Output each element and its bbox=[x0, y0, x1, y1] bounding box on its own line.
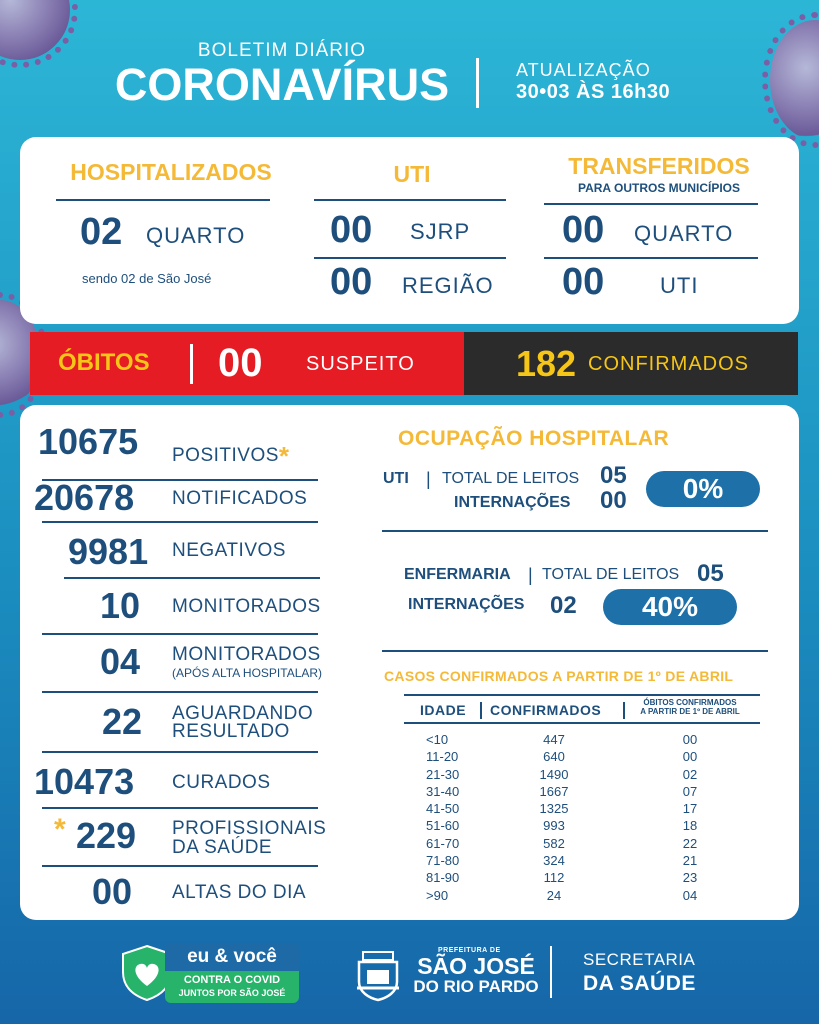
divider bbox=[544, 257, 758, 259]
campaign-badge bbox=[165, 943, 299, 1003]
header-title-block bbox=[106, 40, 458, 108]
ocupacao-uti-intern-label: INTERNAÇÕES bbox=[454, 494, 571, 511]
stat-label bbox=[172, 645, 322, 683]
cell-idade: >90 bbox=[426, 887, 449, 903]
stat-label-text-2: RESULTADO bbox=[172, 721, 290, 742]
ocupacao-uti-total-label: TOTAL DE LEITOS bbox=[442, 470, 580, 487]
stat-monitorados-alta bbox=[20, 641, 350, 699]
obitos-confirmados-count: 182 bbox=[516, 343, 577, 384]
cell-obitos: 00 bbox=[682, 732, 698, 747]
campaign-line1: CONTRA O COVID bbox=[183, 974, 281, 986]
ocupacao-enf-intern-label: INTERNAÇÕES bbox=[408, 596, 525, 613]
cell-obitos: 00 bbox=[682, 749, 698, 765]
transferidos-quarto-label: QUARTO bbox=[634, 221, 734, 246]
stat-negativos bbox=[20, 531, 350, 589]
divider bbox=[42, 751, 318, 753]
table-row bbox=[404, 732, 760, 749]
obitos-suspeito-label: SUSPEITO bbox=[306, 353, 415, 375]
obitos-confirmados-panel bbox=[464, 332, 798, 395]
divider bbox=[314, 199, 506, 201]
hospital-summary-card bbox=[20, 137, 799, 324]
ocupacao-uti-percent-badge: 0% bbox=[646, 471, 760, 507]
stat-altas bbox=[20, 871, 350, 929]
cell-confirmados: 1490 bbox=[539, 766, 569, 782]
stat-value: 9981 bbox=[68, 531, 149, 572]
header-title: CORONAVÍRUS bbox=[114, 59, 450, 110]
ocupacao-enf-total: 05 bbox=[697, 560, 724, 587]
virus-top-right-icon bbox=[770, 20, 819, 140]
stat-label: NEGATIVOS bbox=[172, 540, 286, 561]
ocupacao-uti-label: UTI bbox=[383, 470, 409, 487]
ocupacao-uti-total: 05 bbox=[600, 462, 627, 489]
divider bbox=[42, 865, 318, 867]
table-row bbox=[404, 784, 760, 801]
obitos-band bbox=[30, 332, 798, 395]
ocupacao-uti-intern: 00 bbox=[600, 487, 627, 514]
table-row bbox=[404, 767, 760, 784]
cell-idade: 21-30 bbox=[426, 766, 460, 782]
cell-obitos: 21 bbox=[682, 853, 698, 869]
obitos-suspeito-panel bbox=[30, 332, 464, 395]
stat-monitorados bbox=[20, 585, 350, 643]
cell-obitos: 18 bbox=[682, 818, 698, 834]
divider bbox=[42, 521, 318, 523]
cell-idade: 71-80 bbox=[426, 853, 460, 869]
stat-value: 22 bbox=[102, 701, 143, 742]
cell-confirmados: 1667 bbox=[539, 783, 569, 799]
city-name-line1: SÃO JOSÉ bbox=[417, 953, 535, 979]
campaign-title: eu & você bbox=[165, 943, 299, 971]
transferidos-uti-count: 00 bbox=[562, 261, 605, 303]
obitos-divider bbox=[190, 344, 193, 384]
cell-idade: 51-60 bbox=[426, 818, 460, 834]
col-obitos-line2: A PARTIR DE 1º DE ABRIL bbox=[640, 707, 740, 716]
stat-label: MONITORADOS bbox=[172, 596, 321, 617]
stat-label: NOTIFICADOS bbox=[172, 488, 308, 509]
obitos-suspeito-count: 00 bbox=[218, 341, 263, 385]
casos-table-body bbox=[404, 732, 760, 905]
ocupacao-enf-total-label: TOTAL DE LEITOS bbox=[542, 566, 680, 583]
cell-obitos: 17 bbox=[682, 801, 698, 817]
cell-confirmados: 324 bbox=[543, 853, 565, 869]
table-row bbox=[404, 870, 760, 887]
stat-aguardando bbox=[20, 701, 350, 759]
divider bbox=[42, 807, 318, 809]
casos-title: CASOS CONFIRMADOS A PARTIR DE 1º DE ABRIL bbox=[384, 668, 734, 684]
cell-idade: 31-40 bbox=[426, 783, 460, 799]
separator: | bbox=[528, 565, 533, 585]
separator: | bbox=[426, 469, 431, 489]
transferidos-quarto-count: 00 bbox=[562, 209, 605, 251]
uti-regiao-label: REGIÃO bbox=[402, 273, 494, 298]
divider bbox=[56, 199, 270, 201]
separator bbox=[623, 702, 625, 719]
header-divider bbox=[476, 58, 479, 108]
ocupacao-enf-label: ENFERMARIA bbox=[404, 566, 511, 583]
uti-title: UTI bbox=[393, 161, 431, 187]
divider bbox=[544, 203, 758, 205]
campaign-line2: JUNTOS POR SÃO JOSÉ bbox=[178, 988, 286, 998]
prefeitura-label: PREFEITURA DE bbox=[438, 947, 501, 954]
campaign-subtitle bbox=[165, 971, 299, 1003]
cell-idade: 61-70 bbox=[426, 835, 460, 851]
table-row bbox=[404, 888, 760, 905]
virus-top-left-icon bbox=[0, 0, 70, 60]
table-row bbox=[404, 818, 760, 835]
stat-notificados bbox=[20, 477, 350, 535]
stat-value: 10675 bbox=[38, 421, 139, 462]
table-row bbox=[404, 749, 760, 766]
cell-confirmados: 582 bbox=[543, 835, 565, 851]
hospitalizados-count: 02 bbox=[80, 211, 123, 253]
header-update-block bbox=[516, 60, 670, 104]
stat-positivos bbox=[20, 421, 350, 479]
obitos-confirmados-label: CONFIRMADOS bbox=[588, 353, 749, 375]
city-crest-icon bbox=[355, 950, 401, 1002]
transferidos-subtitle: PARA OUTROS MUNICÍPIOS bbox=[577, 181, 740, 195]
stat-label: ALTAS DO DIA bbox=[172, 882, 307, 903]
stat-value: 10 bbox=[100, 585, 141, 626]
stat-label-text-2: DA SAÚDE bbox=[172, 837, 273, 858]
obitos-label: ÓBITOS bbox=[58, 349, 150, 376]
cell-obitos: 04 bbox=[682, 887, 698, 903]
cell-confirmados: 640 bbox=[543, 749, 565, 765]
cell-obitos: 07 bbox=[682, 783, 698, 799]
table-row bbox=[404, 836, 760, 853]
uti-regiao-count: 00 bbox=[330, 261, 373, 303]
stat-value: 20678 bbox=[34, 477, 135, 518]
col-confirmados: CONFIRMADOS bbox=[490, 702, 602, 718]
divider bbox=[314, 257, 506, 259]
cell-idade: 41-50 bbox=[426, 801, 460, 817]
separator bbox=[480, 702, 482, 719]
transferidos-title: TRANSFERIDOS bbox=[568, 153, 750, 179]
secretaria-name: DA SAÚDE bbox=[583, 972, 696, 995]
table-row bbox=[404, 853, 760, 870]
uti-sjrp-count: 00 bbox=[330, 209, 373, 251]
stat-curados bbox=[20, 761, 350, 819]
stat-value: 00 bbox=[92, 871, 133, 912]
secretaria-label: SECRETARIA bbox=[583, 950, 696, 969]
cell-obitos: 02 bbox=[682, 766, 698, 782]
cell-confirmados: 112 bbox=[543, 870, 565, 886]
transferidos-uti-label: UTI bbox=[660, 273, 699, 298]
uti-sjrp-label: SJRP bbox=[410, 219, 471, 244]
update-date: 30•03 ÀS 16h30 bbox=[516, 81, 671, 103]
stat-label bbox=[172, 819, 326, 857]
cell-idade: 81-90 bbox=[426, 870, 460, 886]
stat-label-text: POSITIVOS bbox=[172, 445, 279, 466]
divider bbox=[64, 577, 320, 579]
ocupacao-enf-percent-badge: 40% bbox=[603, 589, 737, 625]
asterisk-icon: * bbox=[54, 813, 66, 846]
stat-value: 229 bbox=[76, 815, 137, 856]
col-obitos-line1: ÓBITOS CONFIRMADOS bbox=[643, 698, 737, 707]
divider bbox=[42, 633, 318, 635]
header-subtitle: BOLETIM DIÁRIO bbox=[197, 40, 367, 61]
stat-label: CURADOS bbox=[172, 772, 271, 793]
stat-label bbox=[172, 705, 313, 741]
cell-confirmados: 993 bbox=[543, 818, 565, 834]
stat-value: 04 bbox=[100, 641, 141, 682]
col-idade: IDADE bbox=[420, 702, 467, 718]
table-row bbox=[404, 801, 760, 818]
col-obitos bbox=[640, 698, 740, 716]
city-name-line2: DO RIO PARDO bbox=[413, 977, 539, 996]
ocupacao-enf-intern: 02 bbox=[550, 592, 577, 619]
cell-obitos: 23 bbox=[682, 870, 698, 886]
cell-confirmados: 24 bbox=[546, 887, 562, 903]
asterisk-icon: * bbox=[278, 441, 290, 471]
hospitalizados-label: QUARTO bbox=[146, 223, 246, 248]
hospitalizados-title: HOSPITALIZADOS bbox=[70, 159, 272, 185]
stat-profissionais bbox=[20, 815, 350, 873]
stat-label bbox=[172, 441, 290, 471]
ocupacao-title: OCUPAÇÃO HOSPITALAR bbox=[398, 427, 670, 450]
cell-confirmados: 1325 bbox=[539, 801, 569, 817]
cell-idade: 11-20 bbox=[426, 749, 459, 765]
update-label: ATUALIZAÇÃO bbox=[516, 60, 651, 80]
stat-label-text: MONITORADOS bbox=[172, 644, 321, 665]
hospitalizados-note: sendo 02 de São José bbox=[82, 271, 212, 286]
divider bbox=[382, 530, 768, 532]
cell-idade: <10 bbox=[426, 732, 449, 747]
cell-obitos: 22 bbox=[682, 835, 698, 851]
casos-table-header bbox=[404, 694, 760, 724]
stat-label-text: AGUARDANDO bbox=[172, 703, 314, 724]
stat-sublabel: (APÓS ALTA HOSPITALAR) bbox=[172, 666, 323, 680]
divider bbox=[42, 691, 318, 693]
divider bbox=[382, 650, 768, 652]
stat-value: 10473 bbox=[34, 761, 135, 802]
footer-divider bbox=[550, 946, 552, 998]
cell-confirmados: 447 bbox=[543, 732, 565, 747]
stat-label-text: PROFISSIONAIS bbox=[172, 818, 327, 839]
